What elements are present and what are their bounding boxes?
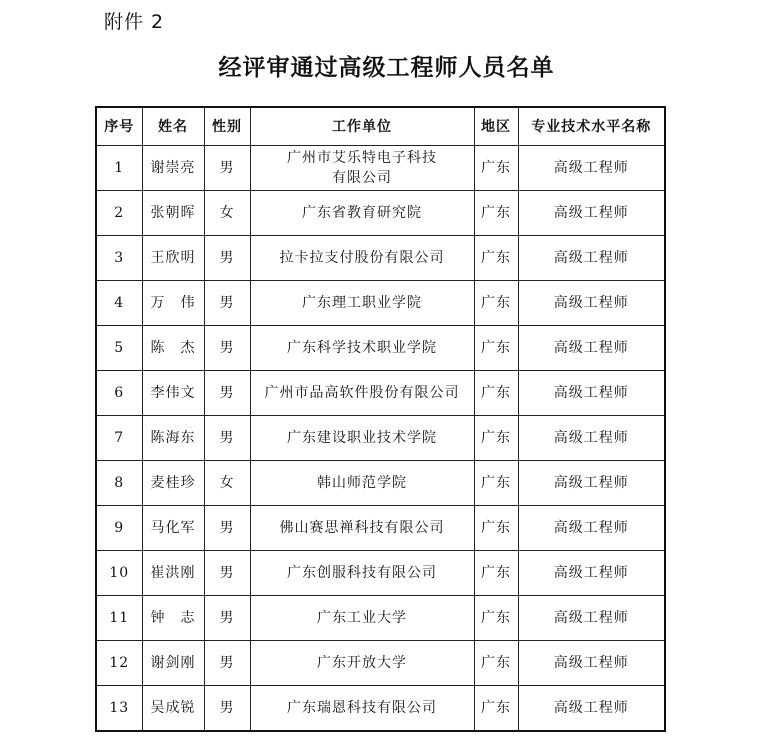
- work-unit-line: 韩山师范学院: [317, 475, 407, 491]
- cell-serial-number: 10: [96, 551, 142, 596]
- cell-name: 谢崇亮: [142, 146, 204, 191]
- work-unit-line: 有限公司: [332, 170, 392, 186]
- work-unit-line: 广东省教育研究院: [302, 205, 422, 221]
- cell-name: 钟 志: [142, 596, 204, 641]
- table-row: [96, 461, 665, 506]
- cell-gender: 男: [204, 641, 250, 686]
- header-row: [96, 107, 665, 146]
- cell-work-unit: [250, 596, 474, 641]
- header-name: 姓名: [142, 107, 204, 146]
- cell-gender: 男: [204, 326, 250, 371]
- table-row: [96, 641, 665, 686]
- cell-serial-number: 2: [96, 191, 142, 236]
- table-row: [96, 551, 665, 596]
- work-unit-line: 广东科学技术职业学院: [287, 340, 437, 356]
- cell-serial-number: 5: [96, 326, 142, 371]
- cell-name: 李伟文: [142, 371, 204, 416]
- cell-gender: 女: [204, 461, 250, 506]
- cell-region: 广东: [474, 191, 518, 236]
- cell-name: 万 伟: [142, 281, 204, 326]
- cell-work-unit: [250, 371, 474, 416]
- cell-work-unit: [250, 641, 474, 686]
- cell-professional-title: 高级工程师: [518, 641, 665, 686]
- table-row: [96, 191, 665, 236]
- header-serial-number: 序号: [96, 107, 142, 146]
- table-header: [96, 107, 665, 146]
- work-unit-line: 广东理工职业学院: [302, 295, 422, 311]
- cell-gender: 男: [204, 236, 250, 281]
- cell-name: 麦桂珍: [142, 461, 204, 506]
- cell-work-unit: [250, 326, 474, 371]
- cell-serial-number: 1: [96, 146, 142, 191]
- cell-name: 谢剑刚: [142, 641, 204, 686]
- cell-name: 张朝晖: [142, 191, 204, 236]
- header-professional-title: 专业技术水平名称: [518, 107, 665, 146]
- cell-professional-title: 高级工程师: [518, 506, 665, 551]
- work-unit-line: 广州市艾乐特电子科技: [287, 150, 437, 166]
- table-row: [96, 416, 665, 461]
- cell-gender: 男: [204, 416, 250, 461]
- cell-work-unit: [250, 416, 474, 461]
- cell-serial-number: 11: [96, 596, 142, 641]
- cell-region: 广东: [474, 146, 518, 191]
- cell-name: 陈 杰: [142, 326, 204, 371]
- table-row: [96, 596, 665, 641]
- cell-gender: 男: [204, 371, 250, 416]
- cell-region: 广东: [474, 551, 518, 596]
- table-row: [96, 236, 665, 281]
- cell-name: 陈海东: [142, 416, 204, 461]
- cell-region: 广东: [474, 506, 518, 551]
- cell-work-unit: [250, 281, 474, 326]
- table-row: [96, 686, 665, 732]
- cell-professional-title: 高级工程师: [518, 686, 665, 732]
- cell-serial-number: 4: [96, 281, 142, 326]
- header-region: 地区: [474, 107, 518, 146]
- cell-professional-title: 高级工程师: [518, 326, 665, 371]
- cell-work-unit: [250, 461, 474, 506]
- personnel-table: [95, 106, 666, 732]
- cell-work-unit: [250, 191, 474, 236]
- work-unit-line: 广东创服科技有限公司: [287, 565, 437, 581]
- cell-work-unit: [250, 686, 474, 732]
- work-unit-line: 广东工业大学: [317, 610, 407, 626]
- cell-professional-title: 高级工程师: [518, 191, 665, 236]
- table-row: [96, 146, 665, 191]
- cell-work-unit: [250, 236, 474, 281]
- cell-gender: 女: [204, 191, 250, 236]
- cell-professional-title: 高级工程师: [518, 146, 665, 191]
- cell-region: 广东: [474, 371, 518, 416]
- cell-serial-number: 6: [96, 371, 142, 416]
- document-title: 经评审通过高级工程师人员名单: [218, 54, 555, 81]
- work-unit-line: 佛山赛思禅科技有限公司: [279, 520, 445, 536]
- header-work-unit: 工作单位: [250, 107, 474, 146]
- cell-work-unit: [250, 551, 474, 596]
- cell-serial-number: 9: [96, 506, 142, 551]
- cell-region: 广东: [474, 281, 518, 326]
- cell-gender: 男: [204, 551, 250, 596]
- cell-region: 广东: [474, 461, 518, 506]
- cell-name: 马化军: [142, 506, 204, 551]
- cell-region: 广东: [474, 641, 518, 686]
- cell-name: 王欣明: [142, 236, 204, 281]
- cell-gender: 男: [204, 686, 250, 732]
- table-row: [96, 371, 665, 416]
- cell-gender: 男: [204, 596, 250, 641]
- cell-professional-title: 高级工程师: [518, 461, 665, 506]
- cell-gender: 男: [204, 281, 250, 326]
- cell-region: 广东: [474, 326, 518, 371]
- cell-region: 广东: [474, 236, 518, 281]
- work-unit-line: 广州市品高软件股份有限公司: [264, 385, 460, 401]
- header-gender: 性别: [204, 107, 250, 146]
- table-body: [96, 146, 665, 732]
- cell-professional-title: 高级工程师: [518, 371, 665, 416]
- cell-name: 吴成锐: [142, 686, 204, 732]
- cell-serial-number: 7: [96, 416, 142, 461]
- cell-region: 广东: [474, 686, 518, 732]
- cell-region: 广东: [474, 416, 518, 461]
- cell-work-unit: [250, 506, 474, 551]
- attachment-label: 附件 2: [104, 11, 165, 33]
- cell-professional-title: 高级工程师: [518, 281, 665, 326]
- table-row: [96, 326, 665, 371]
- cell-serial-number: 13: [96, 686, 142, 732]
- cell-serial-number: 12: [96, 641, 142, 686]
- table-row: [96, 506, 665, 551]
- cell-professional-title: 高级工程师: [518, 596, 665, 641]
- work-unit-line: 广东开放大学: [317, 655, 407, 671]
- cell-region: 广东: [474, 596, 518, 641]
- work-unit-line: 拉卡拉支付股份有限公司: [279, 250, 445, 266]
- cell-work-unit: [250, 146, 474, 191]
- table-row: [96, 281, 665, 326]
- cell-professional-title: 高级工程师: [518, 236, 665, 281]
- cell-name: 崔洪刚: [142, 551, 204, 596]
- cell-professional-title: 高级工程师: [518, 551, 665, 596]
- cell-gender: 男: [204, 146, 250, 191]
- cell-serial-number: 8: [96, 461, 142, 506]
- cell-gender: 男: [204, 506, 250, 551]
- cell-serial-number: 3: [96, 236, 142, 281]
- work-unit-line: 广东瑞恩科技有限公司: [287, 700, 437, 716]
- work-unit-line: 广东建设职业技术学院: [287, 430, 437, 446]
- cell-professional-title: 高级工程师: [518, 416, 665, 461]
